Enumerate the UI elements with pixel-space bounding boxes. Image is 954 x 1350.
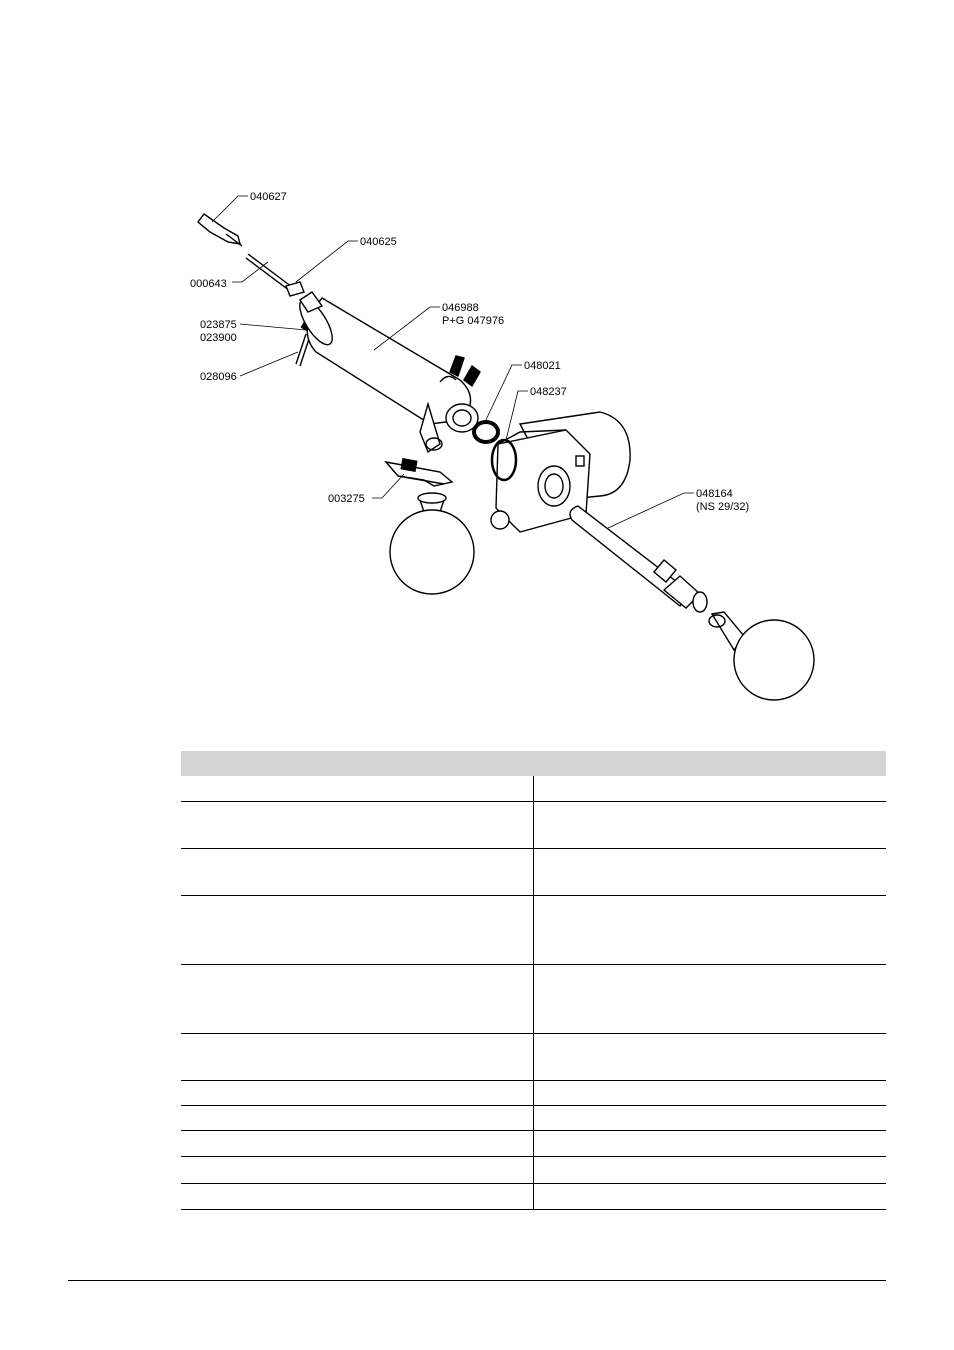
table-row <box>181 848 886 895</box>
label-048021: 048021 <box>524 360 561 372</box>
table-row <box>181 1183 886 1209</box>
pin-part <box>296 334 306 364</box>
table-cell <box>534 1033 887 1080</box>
label-ns-joint: (NS 29/32) <box>696 501 750 513</box>
table-cell <box>181 964 534 1033</box>
round-flask-right <box>709 612 814 700</box>
stopcock-part <box>198 214 242 246</box>
table-cell <box>534 1183 887 1209</box>
table-cell <box>534 1130 887 1156</box>
table-cell <box>534 1105 887 1130</box>
table-row <box>181 1105 886 1130</box>
clamp-part <box>386 459 452 486</box>
label-040625: 040625 <box>360 236 397 248</box>
round-flask-left <box>390 493 474 594</box>
table-row <box>181 801 886 848</box>
table-row <box>181 895 886 964</box>
table-row <box>181 964 886 1033</box>
vapour-tube-part <box>570 506 707 612</box>
drive-unit-part <box>491 412 630 532</box>
label-048237: 048237 <box>530 386 567 398</box>
table-cell <box>534 776 887 801</box>
label-028096: 028096 <box>200 371 237 383</box>
table-row <box>181 776 886 801</box>
table-cell <box>181 1183 534 1209</box>
label-023900: 023900 <box>200 332 237 344</box>
footer-divider <box>68 1280 886 1281</box>
table-header-row <box>181 751 886 776</box>
table-cell <box>181 1156 534 1183</box>
table-cell <box>181 1130 534 1156</box>
table-cell <box>181 1105 534 1130</box>
label-048164: 048164 <box>696 488 733 500</box>
table-header <box>181 751 886 776</box>
table-row <box>181 1080 886 1105</box>
table-cell <box>534 848 887 895</box>
label-040627: 040627 <box>250 191 287 203</box>
parts-table <box>181 751 886 1210</box>
table-cell <box>181 1080 534 1105</box>
table-cell <box>534 1080 887 1105</box>
table-cell <box>181 1033 534 1080</box>
table-cell <box>534 1156 887 1183</box>
table-cell <box>534 895 887 964</box>
label-003275: 003275 <box>328 493 365 505</box>
table-row <box>181 1156 886 1183</box>
label-047976: P+G 047976 <box>442 315 505 327</box>
table-cell <box>534 801 887 848</box>
table-cell <box>181 776 534 801</box>
table-cell <box>534 964 887 1033</box>
label-046988: 046988 <box>442 302 479 314</box>
table-cell <box>181 895 534 964</box>
table-row <box>181 1033 886 1080</box>
table-cell <box>181 848 534 895</box>
table-cell <box>181 801 534 848</box>
label-000643: 000643 <box>190 278 227 290</box>
label-023875: 023875 <box>200 319 237 331</box>
seal-ring-part <box>474 422 498 442</box>
table-row <box>181 1130 886 1156</box>
